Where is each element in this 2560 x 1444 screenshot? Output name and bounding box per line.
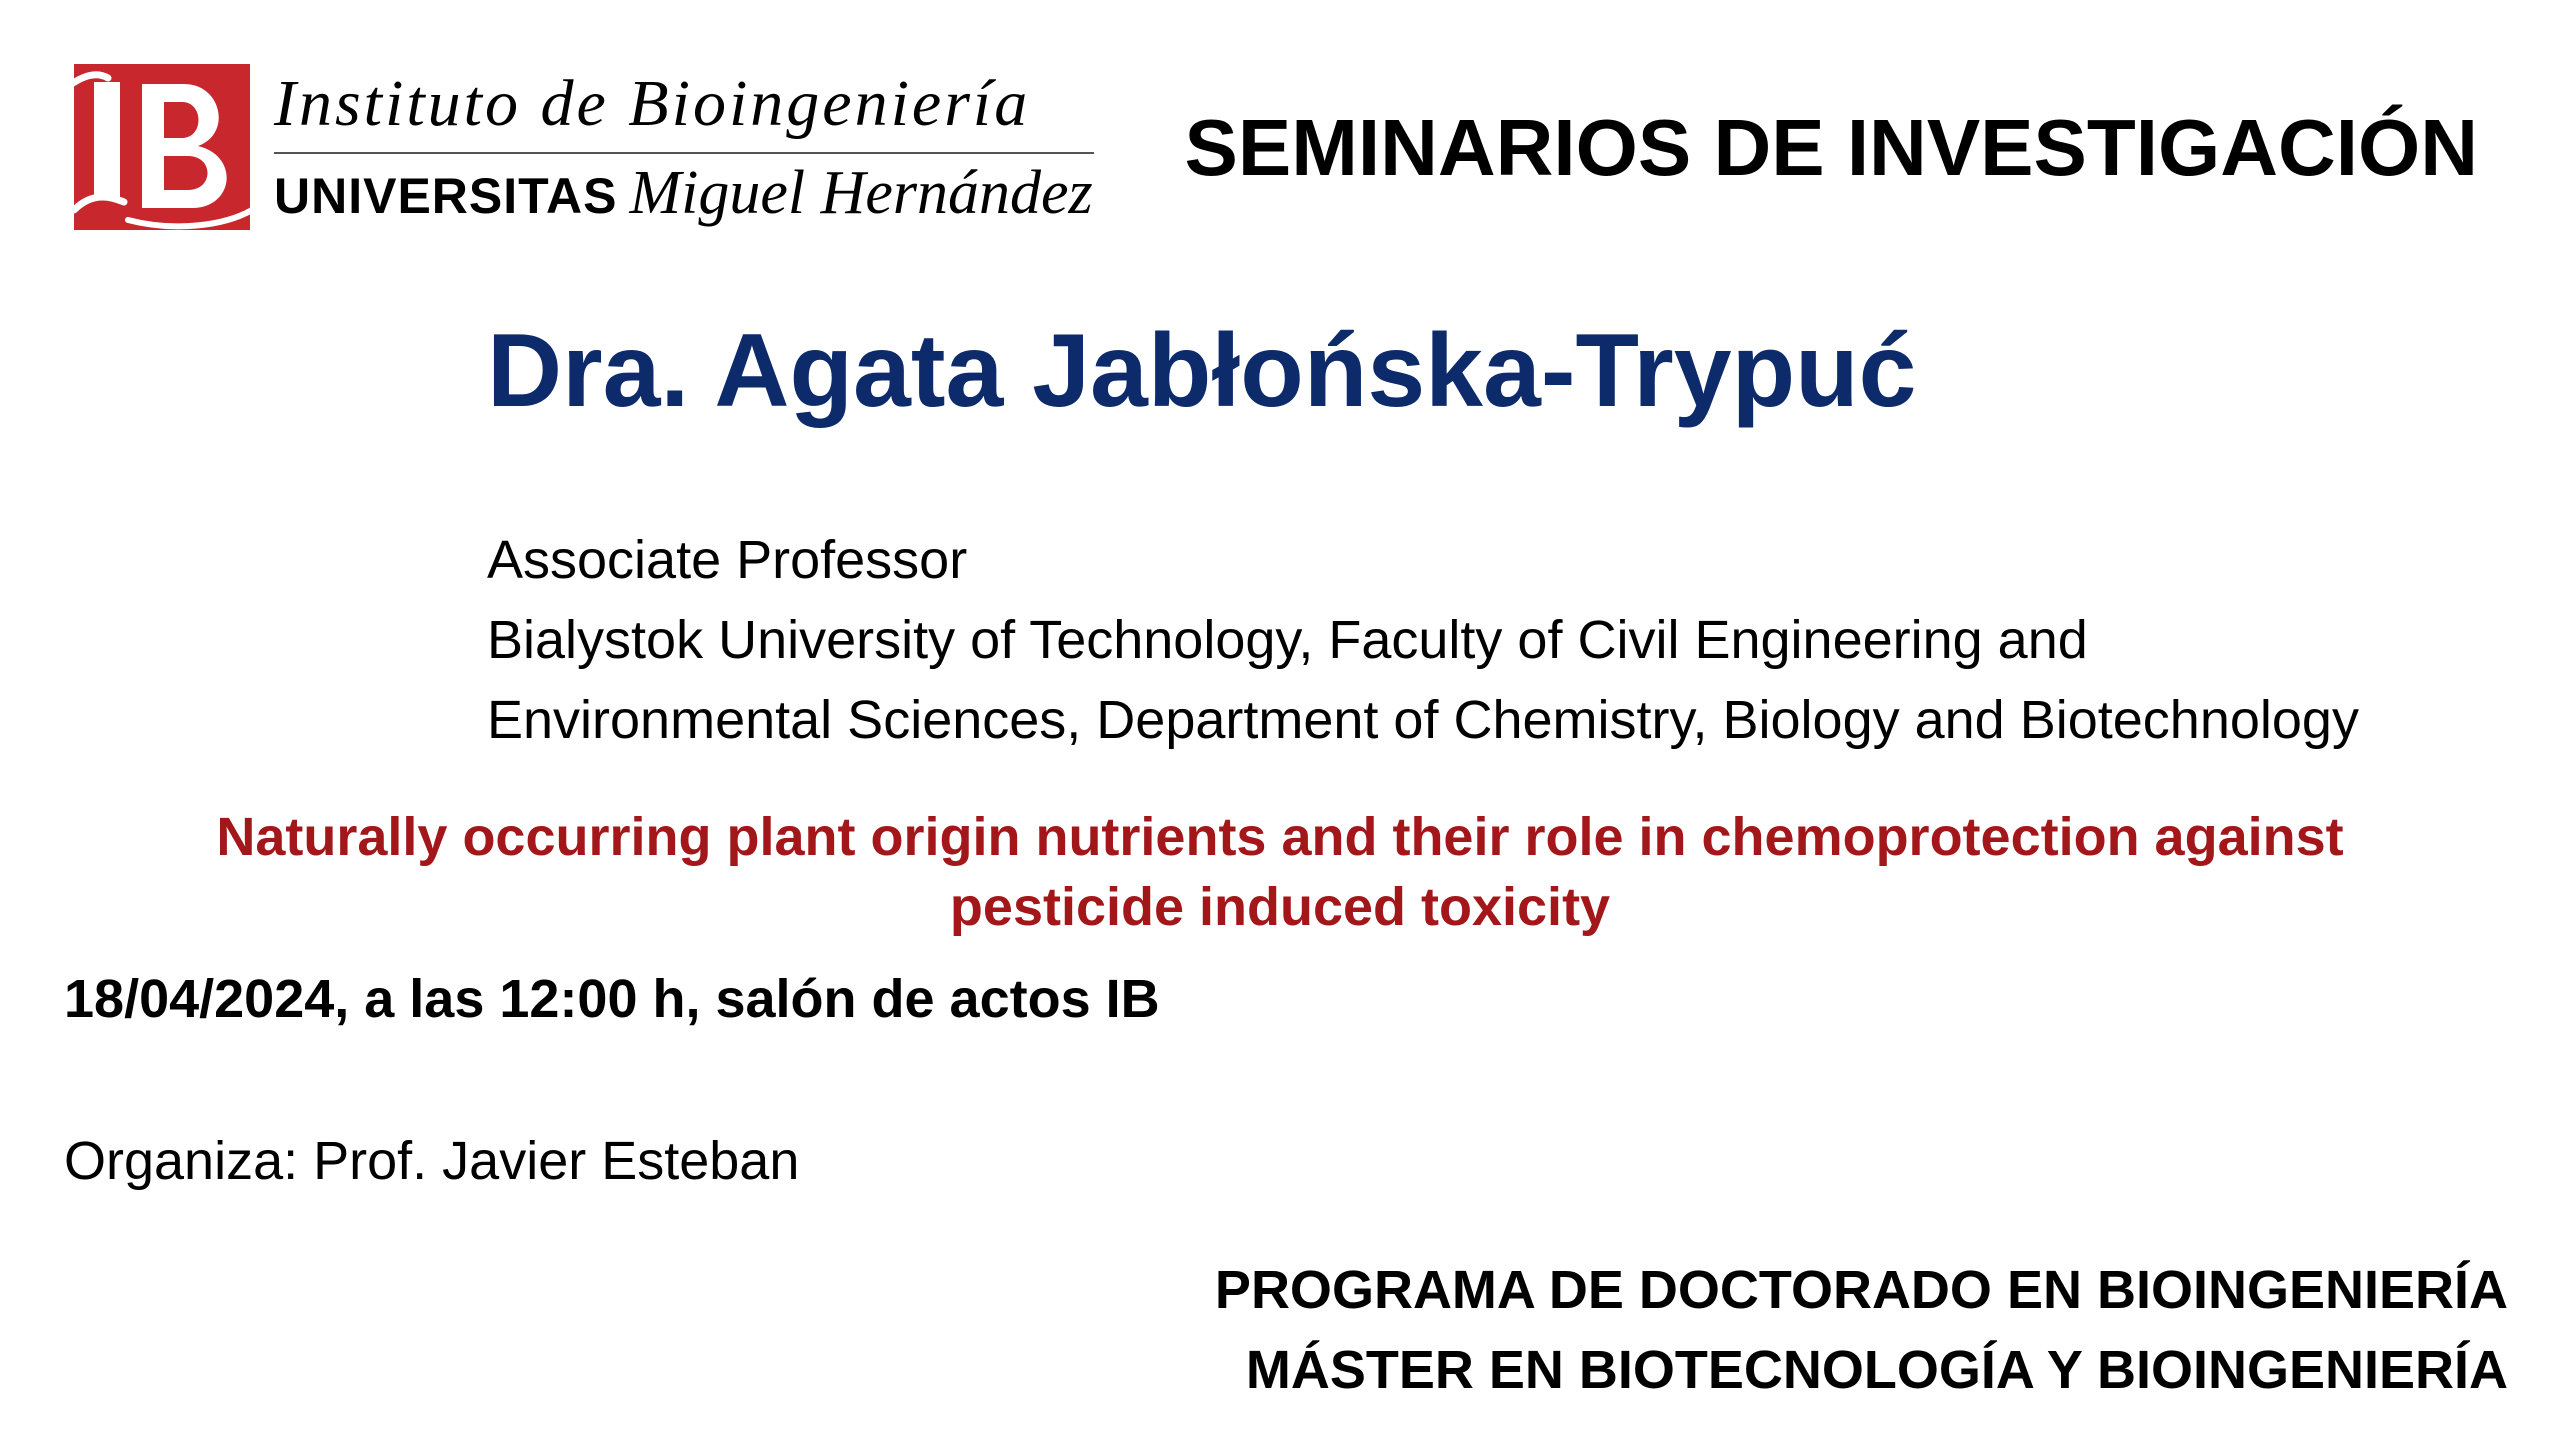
university-italic-label: Miguel Hernández <box>629 159 1093 227</box>
university-label: UNIVERSITAS <box>274 168 618 224</box>
event-date-time-place: 18/04/2024, a las 12:00 h, salón de actos IB <box>64 969 1160 1029</box>
ib-logo-icon <box>64 60 254 235</box>
doctorate-program: PROGRAMA DE DOCTORADO EN BIOINGENIERÍA <box>1214 1260 2508 1320</box>
institute-logo <box>64 60 1094 240</box>
logo-divider <box>274 152 1094 154</box>
talk-title-line-2: pesticide induced toxicity <box>949 877 1611 937</box>
speaker-affiliation <box>487 520 2359 760</box>
master-program: MÁSTER EN BIOTECNOLOGÍA Y BIOINGENIERÍA <box>1245 1340 2508 1400</box>
talk-title <box>0 802 2560 942</box>
talk-title-line-1: Naturally occurring plant origin nutrients and their role in chemoprotection against <box>216 807 2344 867</box>
speaker-name: Dra. Agata Jabłońska-Trypuć <box>487 313 1917 429</box>
event-organizer: Organiza: Prof. Javier Esteban <box>64 1131 800 1191</box>
speaker-position: Associate Professor <box>487 530 968 590</box>
programs-block <box>1215 1250 2508 1410</box>
university-name <box>274 158 1093 229</box>
affiliation-line-1: Bialystok University of Technology, Faculty of Civil Engineering and <box>487 610 2088 670</box>
series-title: SEMINARIOS DE INVESTIGACIÓN <box>1184 103 2478 192</box>
institute-name: Instituto de Bioingeniería <box>274 67 1031 140</box>
affiliation-line-2: Environmental Sciences, Department of Chemistry, Biology and Biotechnology <box>487 690 2359 750</box>
